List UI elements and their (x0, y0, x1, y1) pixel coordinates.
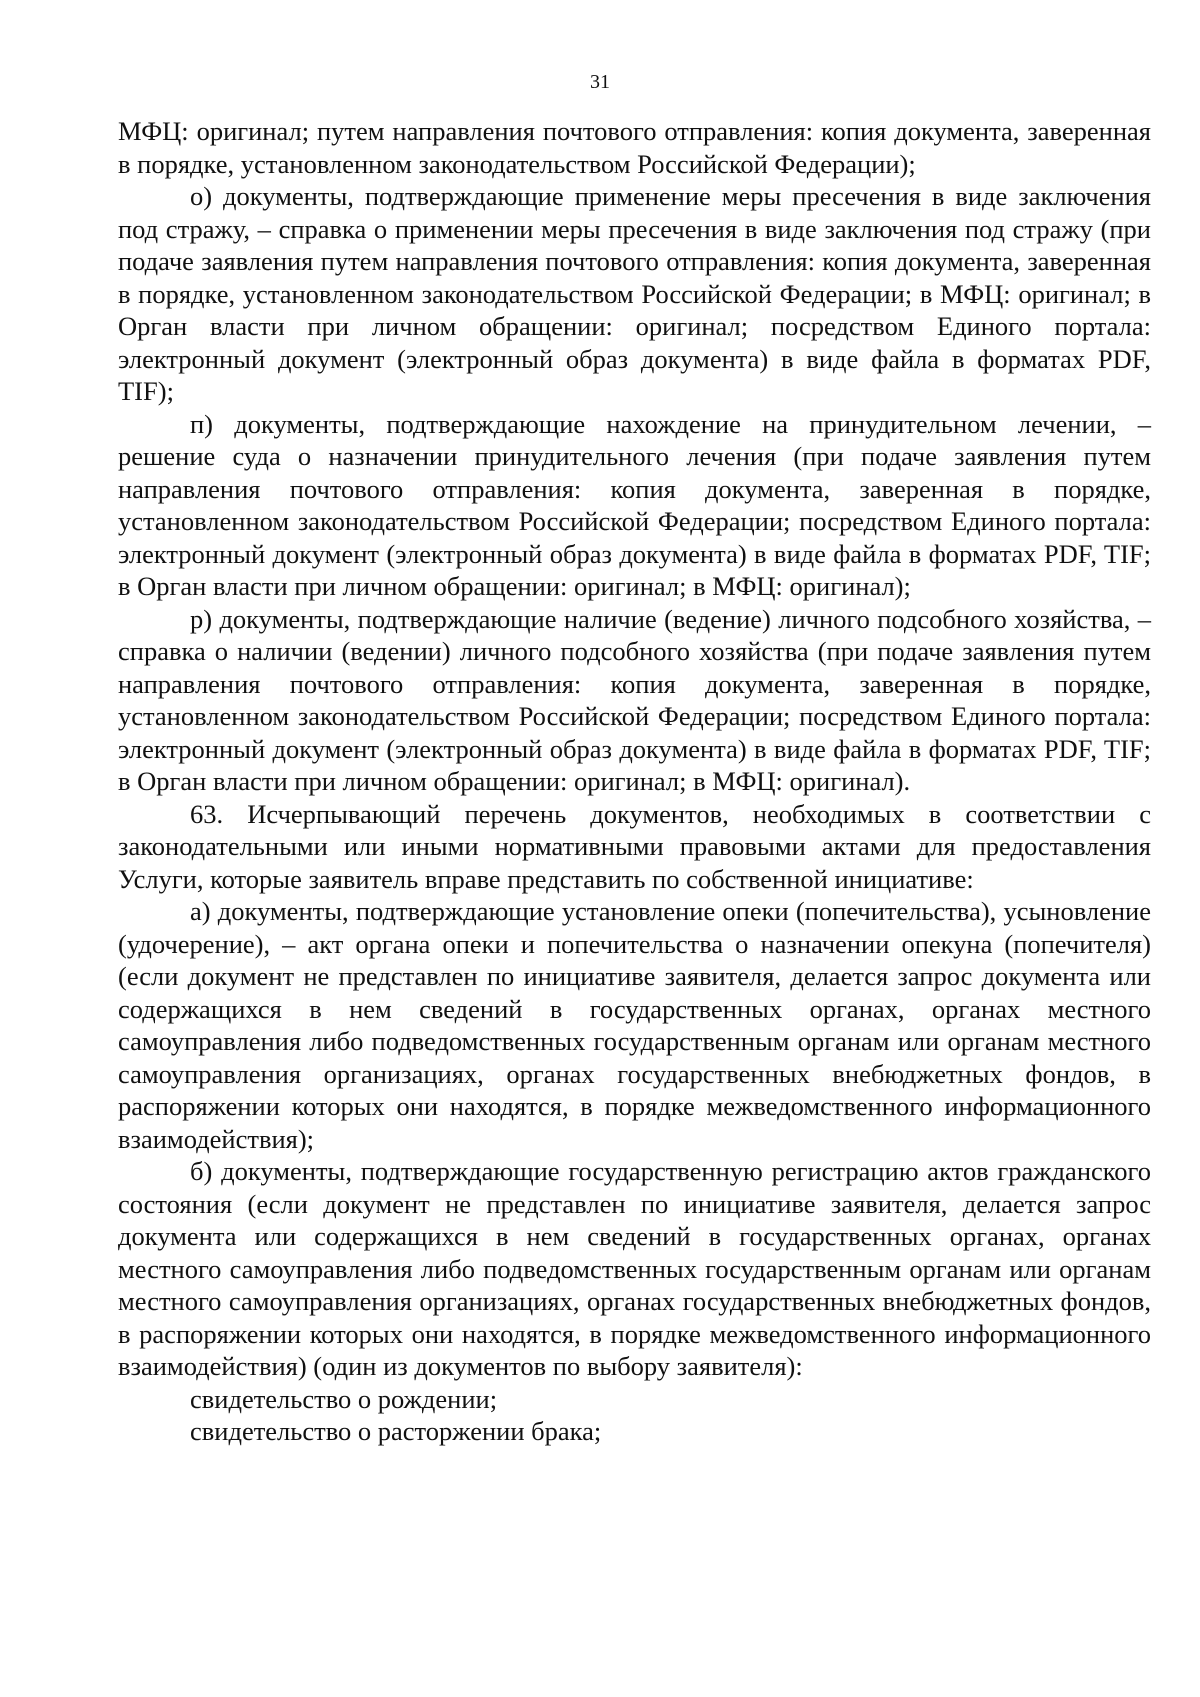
list-item-birth-certificate: свидетельство о рождении; (190, 1383, 498, 1414)
paragraph-continuation: МФЦ: оригинал; путем направления почтового отправления: копия документа, заверенная в порядке, установленном законодательством Российской Федерации); (118, 116, 1151, 179)
list-item-divorce-certificate: свидетельство о расторжении брака; (190, 1416, 602, 1446)
page-number: 31 (590, 71, 610, 93)
paragraph-item-a: а) документы, подтверждающие установление опеки (попечительства), усыновление (удочерение), – акт органа опеки и попечительства о назначении опекуна (попечителя) (если документ не представлен по инициативе заявителя, делается запрос документа или содержащихся в нем сведений в государственных органах, органах местного самоуправления либо подведомственных государственным органам или органам местного самоуправления организациях, органах государственных внебюджетных фондов, в распоряжении которых они находятся, в порядке межведомственного информационного взаимодействия); (118, 896, 1151, 1154)
document-body (118, 115, 1151, 1448)
paragraph-item-r: р) документы, подтверждающие наличие (ведение) личного подсобного хозяйства, – справка о наличии (ведении) личного подсобного хозяйства (при подаче заявления путем направления почтового отправления: копия документа, заверенная в порядке, установленном законодательством Российской Федерации; посредством Единого портала: электронный документ (электронный образ документа) в виде файла в форматах PDF, TIF; в Орган власти при личном обращении: оригинал; в МФЦ: оригинал). (118, 603, 1151, 796)
paragraph-item-b: б) документы, подтверждающие государственную регистрацию актов гражданского состояния (если документ не представлен по инициативе заявителя, делается запрос документа или содержащихся в нем сведений в государственных органах, органах местного самоуправления либо подведомственных государственным органам или органам местного самоуправления организациях, органах государственных внебюджетных фондов, в распоряжении которых они находятся, в порядке межведомственного информационного взаимодействия) (один из документов по выбору заявителя): (118, 1156, 1151, 1381)
paragraph-item-p: п) документы, подтверждающие нахождение на принудительном лечении, – решение суда о назначении принудительного лечения (при подаче заявления путем направления почтового отправления: копия документа, заверенная в порядке, установленном законодательством Российской Федерации; посредством Единого портала: электронный документ (электронный образ документа) в виде файла в форматах PDF, TIF; в Орган власти при личном обращении: оригинал; в МФЦ: оригинал); (118, 408, 1151, 601)
paragraph-clause-63: 63. Исчерпывающий перечень документов, необходимых в соответствии с законодательными или иными нормативными правовыми актами для предоставления Услуги, которые заявитель вправе представить по собственной инициативе: (118, 798, 1151, 894)
paragraph-item-o: о) документы, подтверждающие применение меры пресечения в виде заключения под стражу, – справка о применении меры пресечения в виде заключения под стражу (при подаче заявления путем направления почтового отправления: копия документа, заверенная в порядке, установленном законодательством Российской Федерации; в МФЦ: оригинал; в Орган власти при личном обращении: оригинал; посредством Единого портала: электронный документ (электронный образ документа) в виде файла в форматах PDF, TIF); (118, 181, 1151, 406)
